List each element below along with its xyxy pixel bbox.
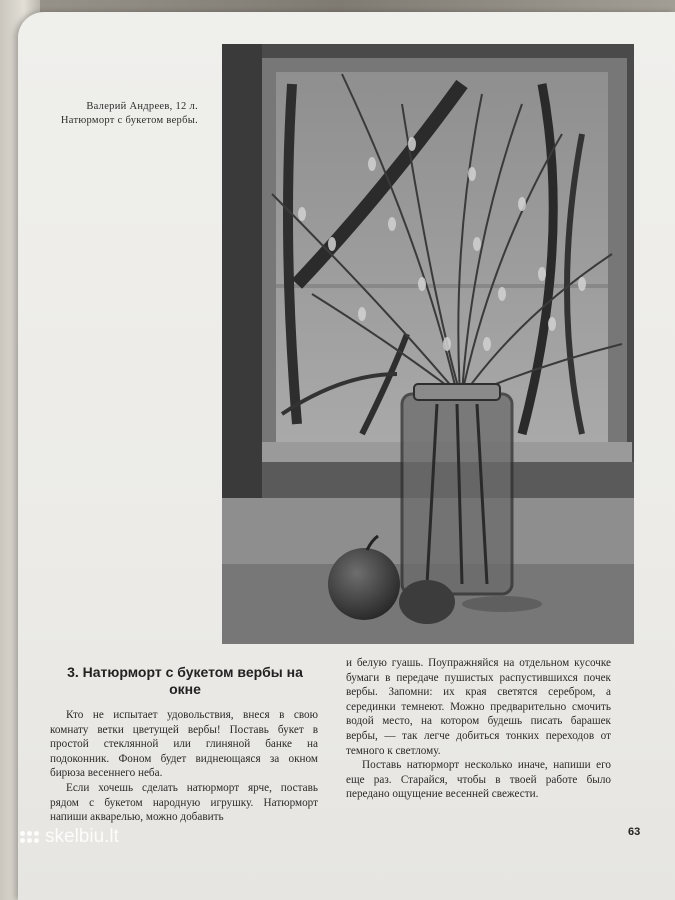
illustration-caption bbox=[48, 100, 198, 128]
paragraph: Если хочешь сделать натюрморт ярче, поставь рядом с букетом народную игрушку. Натюрморт напиши акварелью, можно добавить bbox=[50, 781, 318, 824]
text-column-left bbox=[50, 708, 318, 825]
page-number: 63 bbox=[628, 826, 641, 838]
paragraph: Кто не испытает удовольствия, внеся в свою комнату ветки цветущей вербы! Поставь букет в простой стеклянной или глиняной банке на подоконник. Фоном будет виднеющаяся за окном бирюза весеннего неба. bbox=[50, 709, 318, 780]
caption-title: Натюрморт с букетом вербы. bbox=[60, 115, 198, 126]
still-life-painting bbox=[222, 44, 634, 644]
paragraph: Поставь натюрморт несколько иначе, напиши его еще раз. Старайся, чтобы в твоей работе было передано ощущение весенней свежести. bbox=[346, 759, 611, 801]
watermark-logo-icon bbox=[20, 831, 39, 843]
article-heading: 3. Натюрморт с букетом вербы на окне bbox=[67, 664, 303, 697]
text-column-right bbox=[346, 656, 611, 802]
paragraph: и белую гуашь. Поупражняйся на отдельном кусочке бумаги в передаче пушистых распустившихся почек вербы. Запомни: их края светятся серебром, а серединки темнеют. Можно предварительно смочить водой место, на котором будешь писать барашек вербы, — так легче добиться тонких переходов от темного к светлому. bbox=[346, 657, 611, 757]
caption-author: Валерий Андреев, 12 л. bbox=[86, 101, 198, 112]
watermark bbox=[20, 826, 119, 848]
watermark-text: skelbiu.lt bbox=[45, 826, 119, 847]
